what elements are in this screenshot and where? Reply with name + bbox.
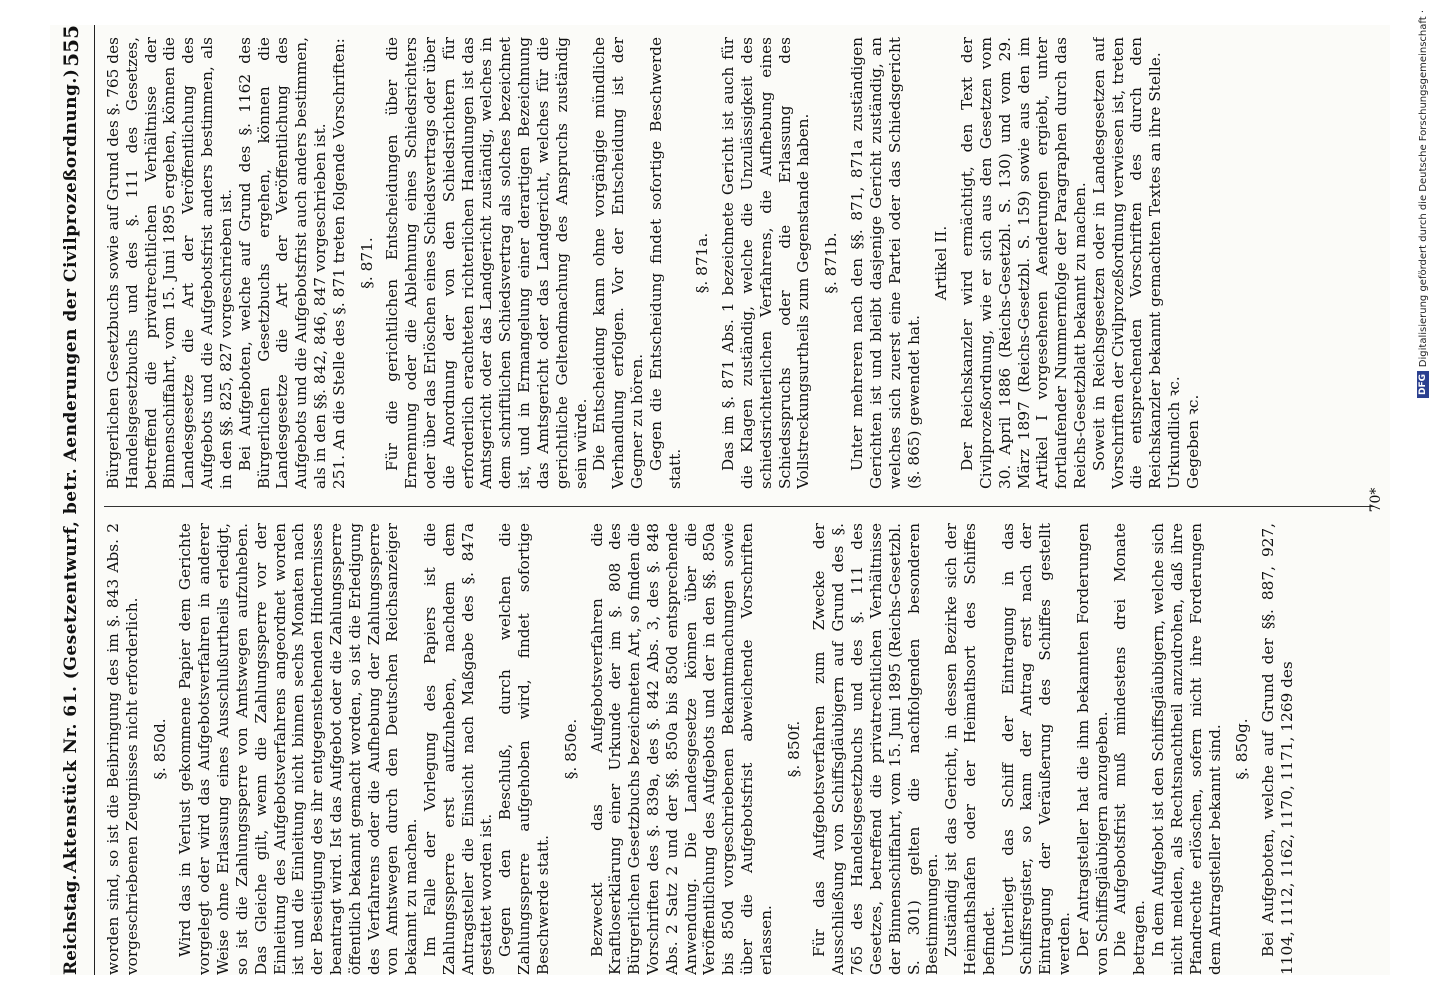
digitization-note [1412, 8, 1434, 988]
paragraph: Bezweckt das Aufgebotsverfahren die Kraftloserklärung einer Urkunde der im §. 808 des Bürgerlichen Gesetzbuchs bezeichneten Art, so finden die Vorschriften des §. 839a, des §. 842 Abs. 3, des §. 848 Abs. 2 Satz 2 und der §§. 850a bis 850d entsprechende Anwendung. Die Landesgesetze können über die Veröffentlichung des Aufgebots und der in den §§. 850a bis 850d vorgeschriebenen Bekanntmachungen sowie über die Aufgebotsfrist abweichende Vorschriften erlassen. [587, 523, 775, 975]
section-heading: §. 850d. [150, 718, 169, 780]
section-heading: §. 850g. [1233, 718, 1252, 780]
column-divider [104, 506, 1374, 507]
paragraph: Bei Aufgeboten, welche auf Grund des §. 1162 des Bürgerlichen Gesetzbuchs ergehen, können die Landesgesetze die Art der Veröffentlichung des Aufgebots und die Aufgebotsfrist auch anders bestimmen, als in den §§. 842, 846, 847 vorgeschrieben ist. [235, 37, 329, 489]
paragraph: Zuständig ist das Gericht, in dessen Bezirke sich der Heimathshafen oder der Heimathsort des Schiffes befindet. [942, 523, 998, 975]
left-column [104, 523, 1374, 975]
paragraph: Für die gerichtlichen Entscheidungen über die Ernennung oder die Ablehnung eines Schiedsrichters oder über das Erlöschen eines Schiedsvertrags oder über die Anordnung der von den Schiedsrichtern für erforderlich erachteten richterlichen Handlungen ist das Amtsgericht oder das Landgericht zuständig, welches in dem schriftlichen Schiedsvertrag als solches bezeichnet ist, und in Ermangelung einer derartigen Bezeichnung das Amtsgericht oder das Landgericht, welches für die gerichtliche Geltendmachung des Anspruchs zuständig sein würde. [383, 37, 590, 489]
section-heading: §. 871. [357, 237, 376, 289]
paragraph: worden sind, so ist die Beibringung des im §. 843 Abs. 2 vorgeschriebenen Zeugnisses nicht erforderlich. [104, 523, 141, 975]
paragraph: Die Aufgebotsfrist muß mindestens drei Monate betragen. [1111, 523, 1149, 975]
paragraph: Gegen die Entscheidung findet sofortige Beschwerde statt. [646, 37, 684, 489]
header-left: Reichstag. [61, 874, 81, 975]
paragraph: Gegen den Beschluß, durch welchen die Zahlungssperre aufgehoben wird, findet sofortige Beschwerde statt. [496, 523, 552, 975]
dfg-logo: DFG [1417, 371, 1429, 398]
paragraph: Urkundlich ꝛc. [1165, 376, 1184, 489]
scanned-page [50, 25, 1390, 975]
page-header [50, 25, 92, 975]
paragraph: Der Antragsteller hat die ihm bekannten Forderungen von Schiffsgläubigern anzugeben. [1073, 523, 1111, 975]
paragraph: Im Falle der Vorlegung des Papiers ist die Zahlungssperre erst aufzuheben, nachdem dem Antragsteller die Einsicht nach Maßgabe des §. 847a gestattet worden ist. [421, 523, 496, 975]
right-column [104, 37, 1374, 489]
section-heading: Artikel II. [932, 225, 951, 301]
section-heading: §. 871a. [693, 232, 712, 294]
section-heading: §. 871b. [822, 232, 841, 294]
paragraph: 251. An die Stelle des §. 871 treten folgende Vorschriften: [329, 38, 348, 489]
paragraph: In dem Aufgebot ist den Schiffsgläubigern, welche sich nicht melden, als Rechtsnachtheil anzudrohen, daß ihre Pfandrechte erlöschen, sofern nicht ihre Forderungen dem Antragsteller bekannt sind. [1149, 523, 1224, 975]
section-heading: §. 850f. [784, 720, 803, 778]
header-rule [94, 25, 95, 975]
paragraph: Bei Aufgeboten, welche auf Grund der §§. 887, 927, 1104, 1112, 1162, 1170, 1171, 1269 des [1259, 523, 1296, 975]
header-title: Aktenstück Nr. 61. (Gesetzentwurf, betr. Aenderungen der Civilprozeßordnung.) [61, 68, 81, 873]
paragraph: Unterliegt das Schiff der Eintragung in das Schiffsregister, so kann der Antrag erst nach der Eintragung der Veräußerung des Schiffes gestellt werden. [998, 523, 1073, 975]
digitization-text: Digitalisierung gefördert durch die Deutsche Forschungsgemeinschaft · [1417, 10, 1429, 368]
signature-mark: 70* [1368, 487, 1384, 513]
paragraph: Bürgerlichen Gesetzbuchs sowie auf Grund des §. 765 des Handelsgesetzbuchs und des §. 111 des Gesetzes, betreffend die privatrechtlichen Verhältnisse der Binnenschiffahrt, vom 15. Juni 1895 ergehen, können die Landesgesetze die Art der Veröffentlichung des Aufgebots und die Aufgebotsfrist anders bestimmen, als in den §§. 825, 827 vorgeschrieben ist. [104, 37, 235, 489]
paragraph: Gegeben ꝛc. [1183, 394, 1202, 489]
paragraph: Für das Aufgebotsverfahren zum Zwecke der Ausschließung von Schiffsgläubigern auf Grund des §. 765 des Handelsgesetzbuchs und des §. 111 des Gesetzes, betreffend die privatrechtlichen Verhältnisse der Binnenschiffahrt, vom 15. Juni 1895 (Reichs-Gesetzbl. S. 301) gelten die nachfolgenden besonderen Bestimmungen. [810, 523, 942, 975]
section-heading: §. 850e. [561, 718, 580, 780]
paragraph: Unter mehreren nach den §§. 871, 871a zuständigen Gerichten ist und bleibt dasjenige Gericht zuständig, an welches sich zuerst eine Partei oder das Schiedsgericht (§. 865) gewendet hat. [848, 37, 923, 489]
paragraph: Soweit in Reichsgesetzen oder in Landesgesetzen auf Vorschriften der Civilprozeßordnung verwiesen ist, treten die entsprechenden Vorschriften des durch den Reichskanzler bekannt gemachten Textes an ihre Stelle. [1089, 37, 1165, 489]
paragraph: Wird das in Verlust gekommene Papier dem Gerichte vorgelegt oder wird das Aufgebotsverfahren in anderer Weise ohne Erlassung eines Ausschlußurtheils erledigt, so ist die Zahlungssperre von Amtswegen aufzuheben. Das Gleiche gilt, wenn die Zahlungssperre vor der Einleitung des Aufgebotsverfahrens angeordnet worden ist und die Einleitung nicht binnen sechs Monaten nach der Beseitigung des ihr entgegenstehenden Hindernisses beantragt wird. Ist das Aufgebot oder die Zahlungssperre öffentlich bekannt gemacht worden, so ist die Erledigung des Verfahrens oder die Aufhebung der Zahlungssperre von Amtswegen durch den Deutschen Reichsanzeiger bekannt zu machen. [176, 523, 421, 975]
paragraph: Der Reichskanzler wird ermächtigt, den Text der Civilprozeßordnung, wie er sich aus den Gesetzen vom 30. April 1886 (Reichs-Gesetzbl. S. 130) und vom 29. März 1897 (Reichs-Gesetzbl. S. 159) sowie aus den im Artikel I vorgesehenen Aenderungen ergiebt, unter fortlaufender Nummernfolge der Paragraphen durch das Reichs-Gesetzblatt bekannt zu machen. [958, 37, 1089, 489]
page-number: 555 [59, 25, 83, 67]
paragraph: Das im §. 871 Abs. 1 bezeichnete Gericht ist auch für die Klagen zuständig, welche die Unzulässigkeit des schiedsrichterlichen Verfahrens, die Aufhebung eines Schiedsspruchs oder die Erlassung des Vollstreckungsurtheils zum Gegenstande haben. [719, 37, 813, 489]
paragraph: Die Entscheidung kann ohne vorgängige mündliche Verhandlung erfolgen. Vor der Entscheidung ist der Gegner zu hören. [590, 37, 646, 489]
